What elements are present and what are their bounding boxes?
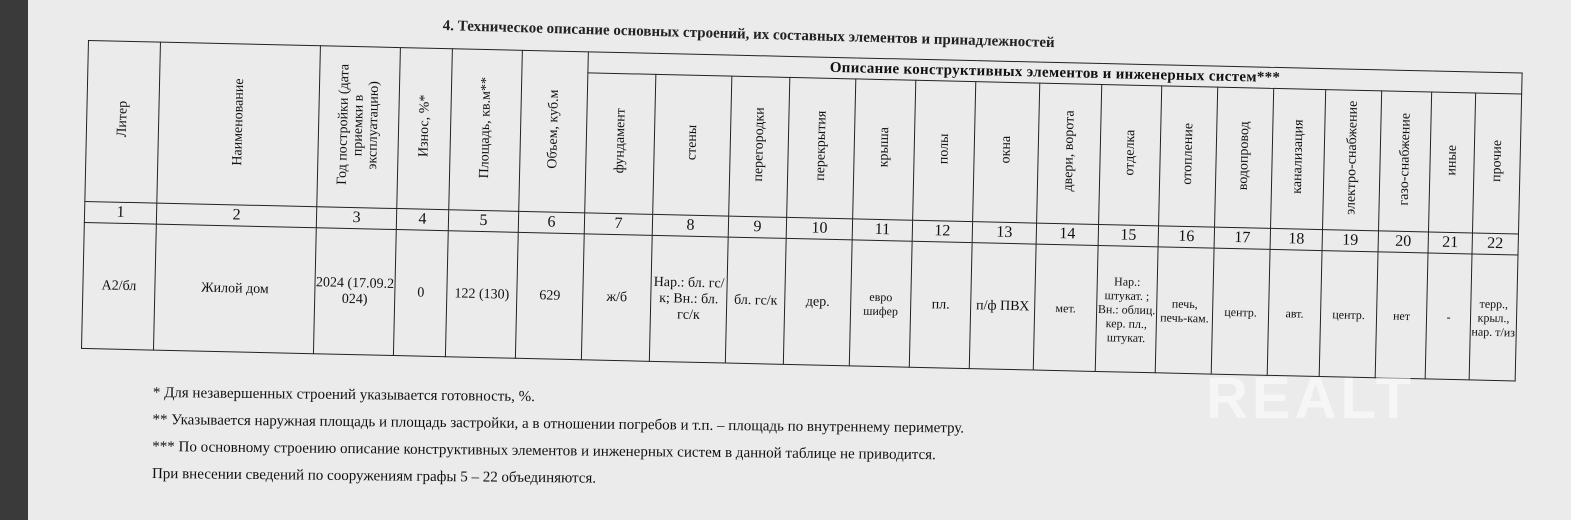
header-cell: Литер: [85, 41, 161, 204]
header-cell: двери, ворота: [1037, 83, 1102, 224]
cell-walls: Нар.: бл. гс/к; Вн.: бл. гс/к: [649, 235, 728, 363]
column-number: 13: [972, 222, 1036, 244]
group-header: Описание конструктивных элементов и инженерных систем***: [588, 52, 1522, 94]
cell-heating: печь, печь-кам.: [1155, 247, 1214, 374]
cell-floors-ceilings: дер.: [783, 238, 852, 365]
header-cell: отделка: [1099, 85, 1162, 226]
header-cell: крыша: [853, 79, 916, 220]
cell-roof: евро шифер: [849, 240, 912, 367]
column-number: 17: [1214, 227, 1270, 249]
header-cell: Площадь, кв.м**: [449, 49, 523, 212]
cell-doors: мет.: [1033, 244, 1098, 371]
column-number: 7: [584, 213, 652, 236]
header-cell: прочие: [1472, 93, 1521, 234]
column-number: 6: [518, 211, 584, 233]
cell-volume: 629: [515, 232, 584, 359]
technical-description-table: [81, 40, 1523, 381]
column-number: 18: [1270, 228, 1322, 250]
cell-floors: пл.: [909, 241, 972, 368]
header-cell: Объем, куб.м: [519, 50, 589, 212]
column-number: 22: [1472, 233, 1518, 255]
header-cell: полы: [913, 80, 976, 221]
header-cell: иные: [1428, 92, 1475, 233]
header-cell: фундамент: [585, 73, 656, 215]
cell-water: центр.: [1211, 248, 1270, 375]
cell-area: 122 (130): [445, 231, 518, 359]
cell-electricity: центр.: [1319, 251, 1378, 378]
header-cell: Наименование: [157, 42, 321, 207]
header-cell: отопление: [1159, 86, 1218, 227]
footnotes: [152, 380, 965, 496]
header-cell: перегородки: [729, 76, 790, 217]
header-cell: газо-снабжение: [1379, 91, 1432, 232]
column-number: 3: [316, 207, 396, 230]
footnote: *** По основному строению описание конструктивных элементов и инженерных систем в данной таблице не приводится.: [152, 438, 936, 464]
header-cell: окна: [973, 82, 1040, 223]
cell-other: -: [1425, 253, 1472, 380]
cell-misc: терр., крыл., нар. т/из: [1469, 254, 1518, 381]
header-cell: канализация: [1271, 88, 1326, 229]
column-number: 19: [1322, 230, 1378, 252]
column-number: 16: [1158, 226, 1214, 248]
cell-windows: п/ф ПВХ: [969, 243, 1036, 370]
header-cell: перекрытия: [787, 77, 856, 218]
column-number: 2: [156, 203, 316, 228]
header-cell: Год постройки (дата приемки в эксплуатацию): [317, 46, 401, 209]
header-cell: водопровод: [1215, 87, 1274, 228]
cell-year: 2024 (17.09.2 024): [313, 228, 396, 356]
watermark-logo: REALT: [1206, 366, 1416, 431]
footnote: При внесении сведений по сооружениям графы 5 – 22 объединяются.: [151, 465, 597, 487]
cell-finishing: Нар.: штукат. ; Вн.: облиц. кер. пл., штукат.: [1095, 245, 1158, 372]
header-cell: электро-снабжение: [1323, 90, 1382, 231]
column-number: 12: [912, 220, 972, 242]
cell-sewerage: авт.: [1267, 249, 1322, 376]
cell-name: Жилой дом: [153, 224, 316, 354]
column-number: 11: [852, 219, 912, 241]
technical-description-table-wrap: [81, 40, 1523, 381]
header-cell: стены: [653, 74, 732, 216]
column-number: 4: [396, 209, 448, 231]
cell-gas: нет: [1375, 252, 1428, 379]
column-number: 21: [1428, 232, 1472, 254]
column-number: 20: [1378, 231, 1428, 253]
column-number: 5: [448, 210, 518, 233]
footnote: ** Указывается наружная площадь и площадь застройки, а в отношении погребов и т.п. – площадь по внутреннему периметру.: [152, 411, 965, 437]
column-number: 8: [652, 214, 728, 237]
column-number: 10: [786, 217, 852, 239]
footnote: * Для незавершенных строений указывается готовность, %.: [152, 384, 536, 405]
cell-partitions: бл. гс/к: [725, 237, 786, 364]
cell-liter: А2/бл: [82, 222, 157, 350]
document-page: [28, 0, 1571, 520]
header-cell: Износ, %*: [397, 48, 453, 210]
column-number: 1: [84, 201, 156, 224]
section-title: 4. Техническое описание основных строений, их составных элементов и принадлежностей: [442, 18, 1055, 52]
column-number: 15: [1098, 224, 1158, 246]
cell-wear: 0: [393, 230, 448, 357]
column-number: 14: [1036, 223, 1098, 245]
cell-foundation: ж/б: [581, 234, 652, 362]
column-number: 9: [728, 216, 786, 238]
